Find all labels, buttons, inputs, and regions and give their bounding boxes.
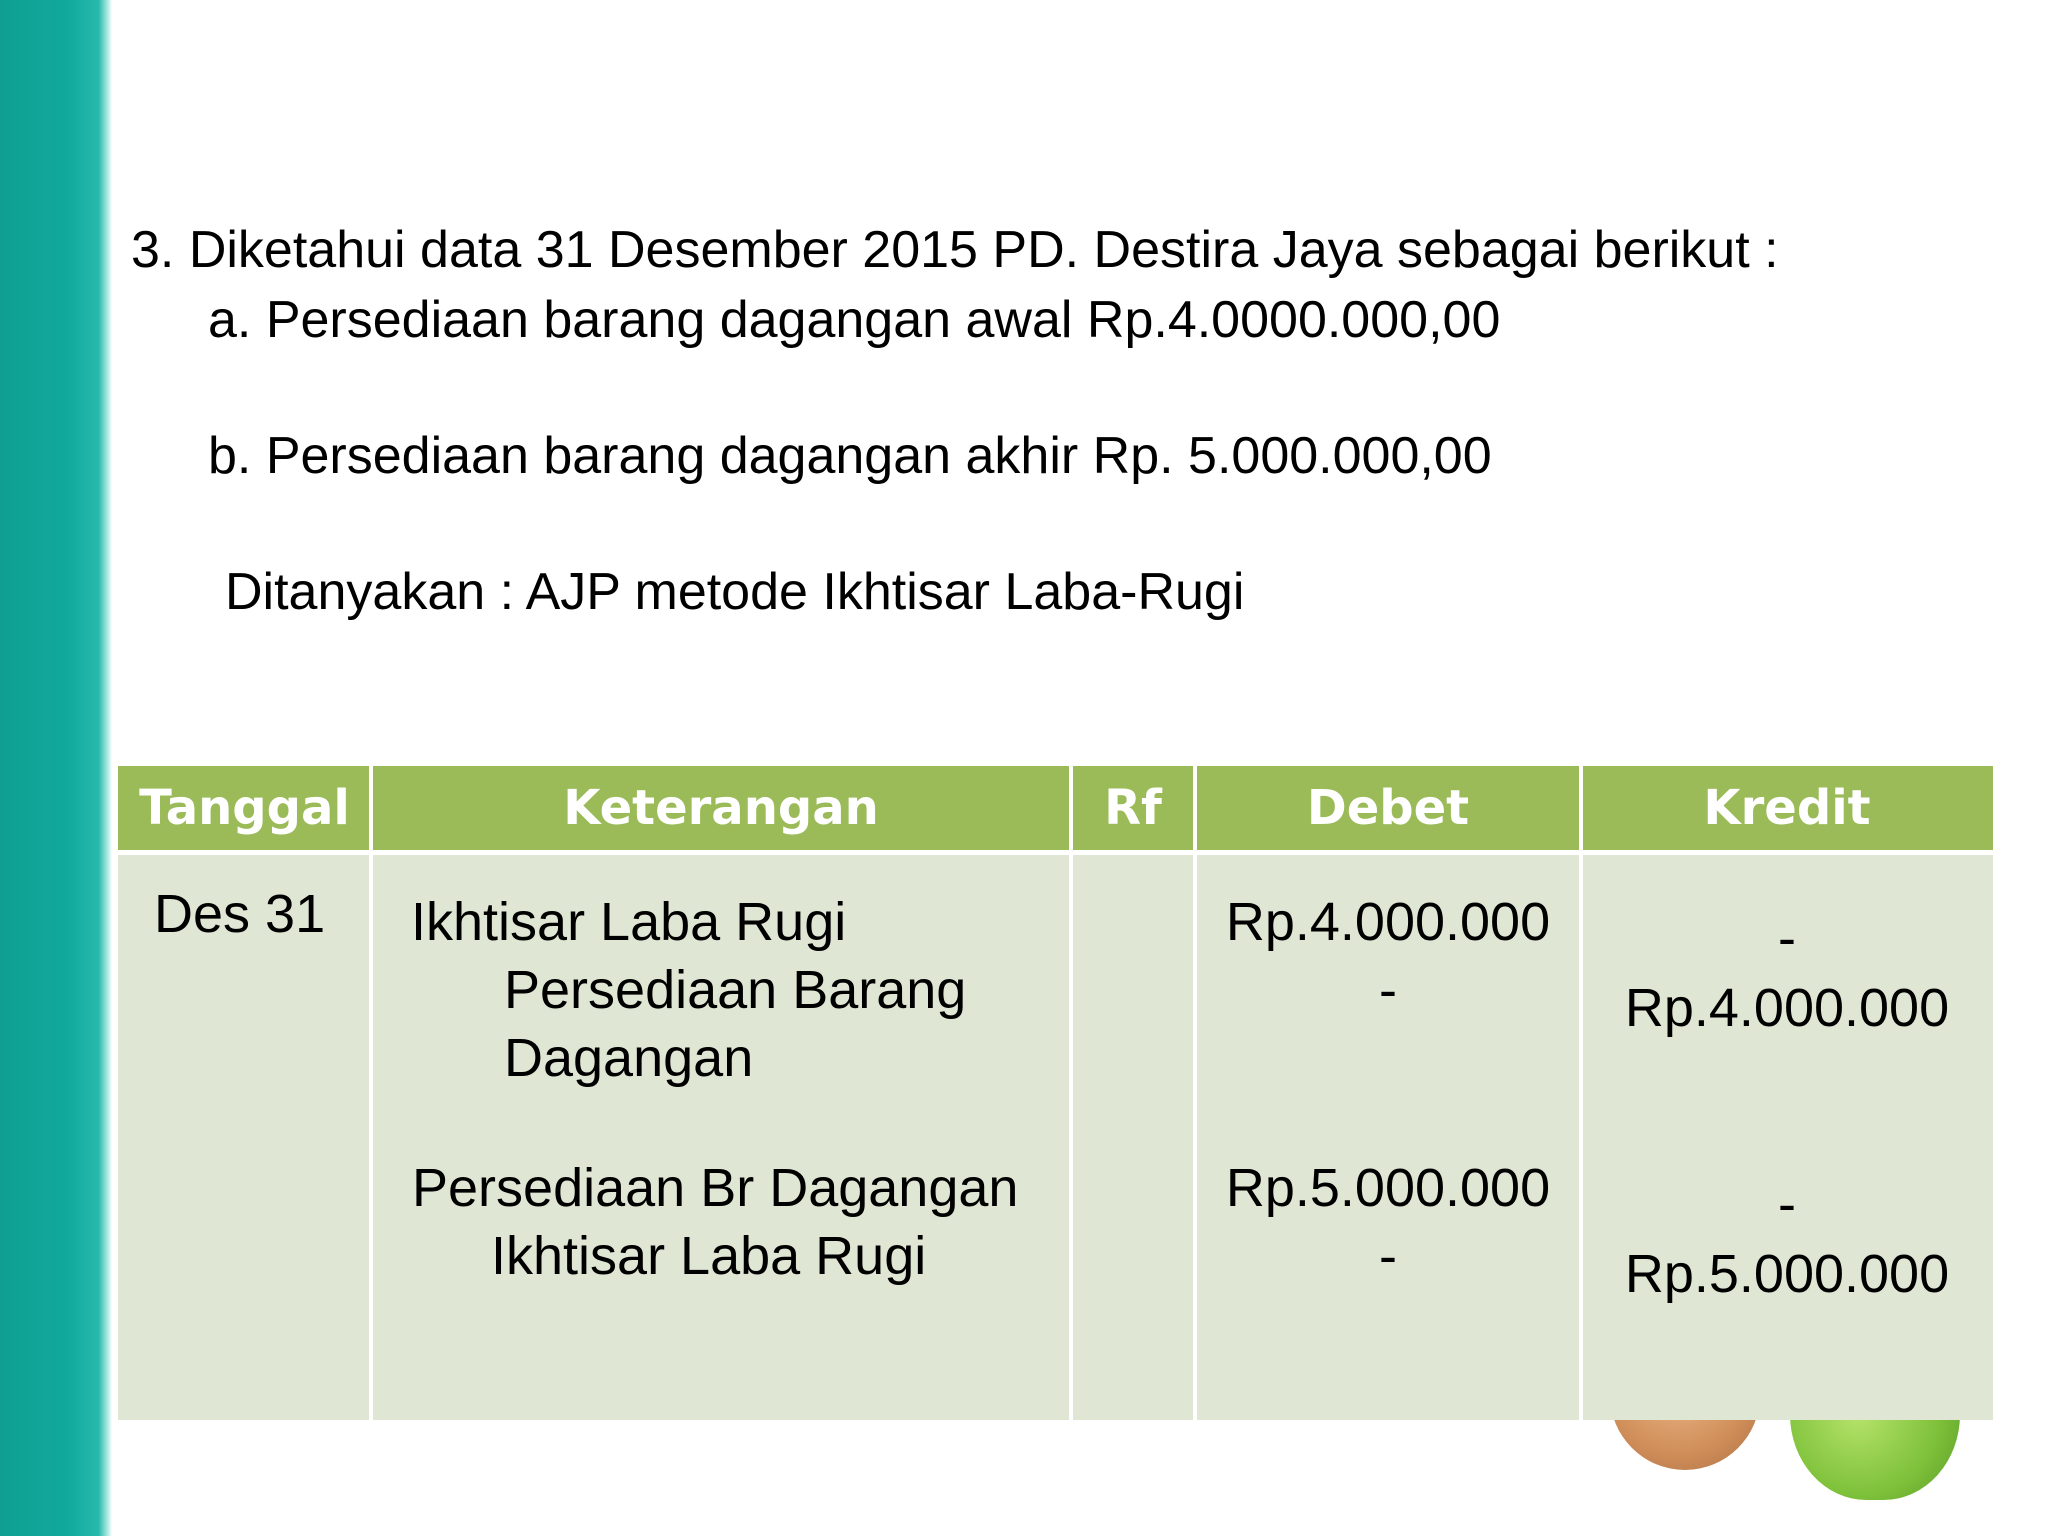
journal-table (118, 766, 1993, 1420)
slide-side-bar (0, 0, 112, 1536)
entry1-debet-dash: - (1379, 960, 1397, 1020)
entry2-credit-account: Ikhtisar Laba Rugi (491, 1226, 927, 1286)
entry1-kredit-dash: - (1778, 908, 1796, 968)
table-header-row (118, 766, 1993, 855)
asked-line: Ditanyakan : AJP metode Ikhtisar Laba-Rugi (225, 563, 1245, 621)
date-cell: Des 31 (154, 884, 326, 944)
column-divider (1069, 766, 1073, 1420)
entry1-credit-account-line2: Dagangan (504, 1028, 754, 1088)
entry2-debit-account: Persediaan Br Dagangan (412, 1158, 1019, 1218)
item-b: b. Persediaan barang dagangan akhir Rp. 5.000.000,00 (208, 427, 1492, 485)
header-keterangan: Keterangan (563, 780, 879, 836)
column-divider (369, 766, 373, 1420)
entry1-credit-account-line1: Persediaan Barang (504, 960, 967, 1020)
entry2-debet-dash: - (1379, 1226, 1397, 1286)
entry2-debet-amount: Rp.5.000.000 (1225, 1158, 1551, 1218)
entry2-kredit-amount: Rp.5.000.000 (1624, 1244, 1950, 1304)
entry1-debit-account: Ikhtisar Laba Rugi (411, 892, 847, 952)
header-tanggal: Tanggal (139, 780, 350, 836)
header-rf: Rf (1104, 780, 1162, 836)
entry2-kredit-dash: - (1778, 1174, 1796, 1234)
question-line: 3. Diketahui data 31 Desember 2015 PD. Destira Jaya sebagai berikut : (131, 221, 1779, 279)
entry1-kredit-amount: Rp.4.000.000 (1624, 978, 1950, 1038)
header-kredit: Kredit (1703, 780, 1871, 836)
entry1-debet-amount: Rp.4.000.000 (1225, 892, 1551, 952)
column-divider (1579, 766, 1583, 1420)
item-a: a. Persediaan barang dagangan awal Rp.4.0000.000,00 (208, 291, 1501, 349)
column-divider (1193, 766, 1197, 1420)
header-debet: Debet (1306, 780, 1470, 836)
